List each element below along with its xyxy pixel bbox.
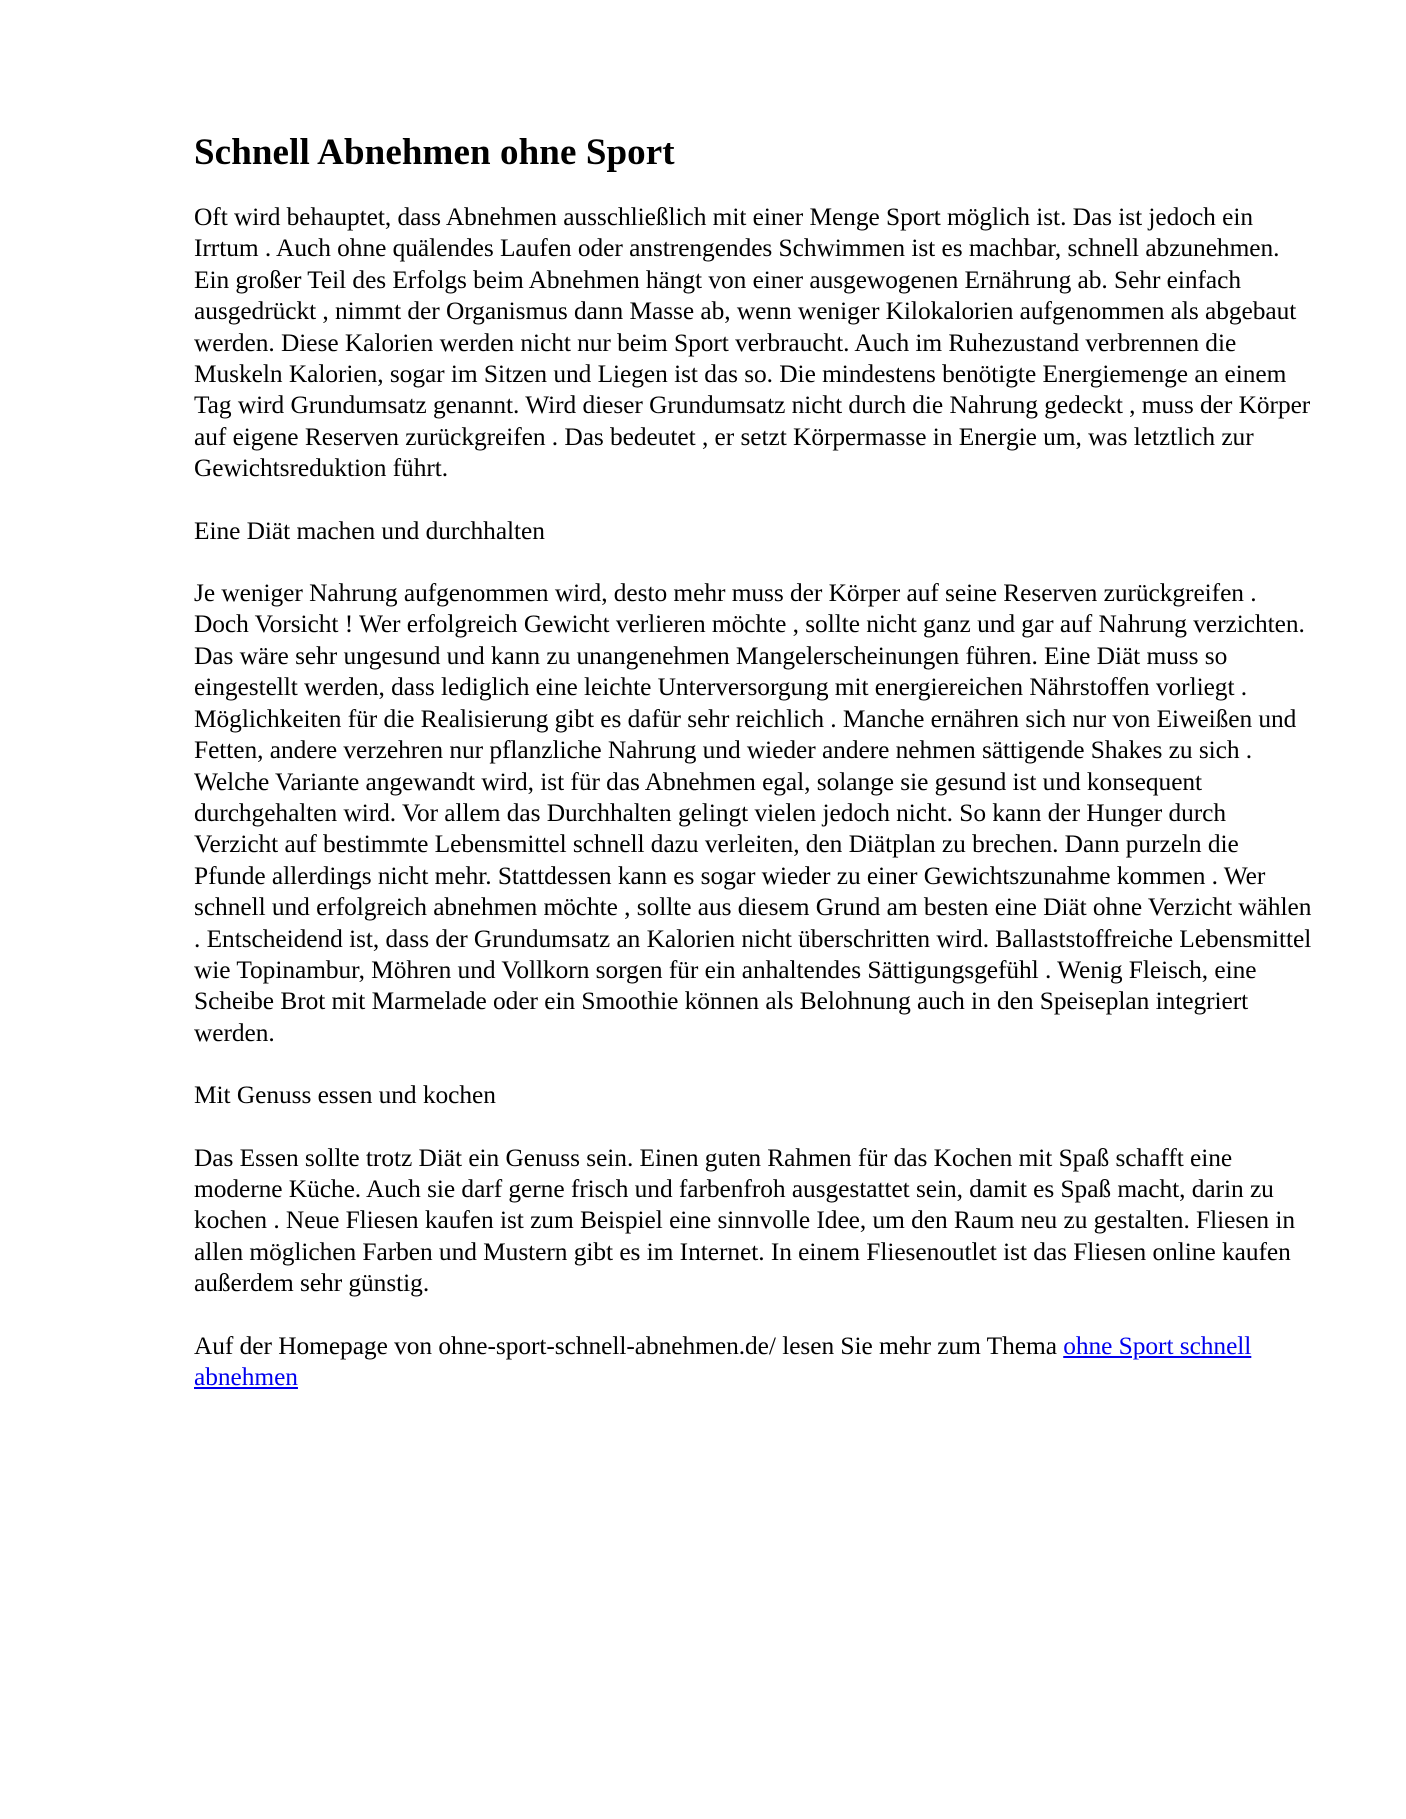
section-heading-diet: Eine Diät machen und durchhalten [194,516,545,545]
topic-link[interactable]: ohne Sport schnell abnehmen [194,1331,1252,1391]
section-heading-cooking: Mit Genuss essen und kochen [194,1081,496,1110]
page-title: Schnell Abnehmen ohne Sport [194,132,675,173]
cooking-paragraph: Das Essen sollte trotz Diät ein Genuss sein. Einen guten Rahmen für das Kochen mit Spaß schafft eine moderne Küche. Auch sie darf gerne frisch und farbenfroh ausgestattet sein, damit es Spaß macht, darin zu kochen . Neue Fliesen kaufen ist zum Beispiel eine sinnvolle Idee, um den Raum neu zu gestalten. Fliesen in allen möglichen Farben und Mustern gibt es im Internet. In einem Fliesenoutlet ist das Fliesen online kaufen außerdem sehr günstig. [194,1143,1295,1298]
closing-paragraph [194,1331,1312,1394]
closing-text: Auf der Homepage von ohne-sport-schnell-abnehmen.de/ lesen Sie mehr zum Thema [194,1331,1064,1360]
document-page [194,131,1312,1424]
intro-paragraph: Oft wird behauptet, dass Abnehmen ausschließlich mit einer Menge Sport möglich ist. Das ist jedoch ein Irrtum . Auch ohne quälendes Laufen oder anstrengendes Schwimmen ist es machbar, schnell abzunehmen. Ein großer Teil des Erfolgs beim Abnehmen hängt von einer ausgewogenen Ernährung ab. Sehr einfach ausgedrückt , nimmt der Organismus dann Masse ab, wenn weniger Kilokalorien aufgenommen als abgebaut werden. Diese Kalorien werden nicht nur beim Sport verbraucht. Auch im Ruhezustand verbrennen die Muskeln Kalorien, sogar im Sitzen und Liegen ist das so. Die mindestens benötigte Energiemenge an einem Tag wird Grundumsatz genannt. Wird dieser Grundumsatz nicht durch die Nahrung gedeckt , muss der Körper auf eigene Reserven zurückgreifen . Das bedeutet , er setzt Körpermasse in Energie um, was letztlich zur Gewichtsreduktion führt. [194,203,1311,483]
diet-paragraph: Je weniger Nahrung aufgenommen wird, desto mehr muss der Körper auf seine Reserven zurückgreifen . Doch Vorsicht ! Wer erfolgreich Gewicht verlieren möchte , sollte nicht ganz und gar auf Nahrung verzichten. Das wäre sehr ungesund und kann zu unangenehmen Mangelerscheinungen führen. Eine Diät muss so eingestellt werden, dass lediglich eine leichte Unterversorgung mit energiereichen Nährstoffen vorliegt . Möglichkeiten für die Realisierung gibt es dafür sehr reichlich . Manche ernähren sich nur von Eiweißen und Fetten, andere verzehren nur pflanzliche Nahrung und wieder andere nehmen sättigende Shakes zu sich . Welche Variante angewandt wird, ist für das Abnehmen egal, solange sie gesund ist und konsequent durchgehalten wird. Vor allem das Durchhalten gelingt vielen jedoch nicht. So kann der Hunger durch Verzicht auf bestimmte Lebensmittel schnell dazu verleiten, den Diätplan zu brechen. Dann purzeln die Pfunde allerdings nicht mehr. Stattdessen kann es sogar wieder zu einer Gewichtszunahme kommen . Wer schnell und erfolgreich abnehmen möchte , sollte aus diesem Grund am besten eine Diät ohne Verzicht wählen . Entscheidend ist, dass der Grundumsatz an Kalorien nicht überschritten wird. Ballaststoffreiche Lebensmittel wie Topinambur, Möhren und Vollkorn sorgen für ein anhaltendes Sättigungsgefühl . Wenig Fleisch, eine Scheibe Brot mit Marmelade oder ein Smoothie können als Belohnung auch in den Speiseplan integriert werden. [194,579,1312,1047]
